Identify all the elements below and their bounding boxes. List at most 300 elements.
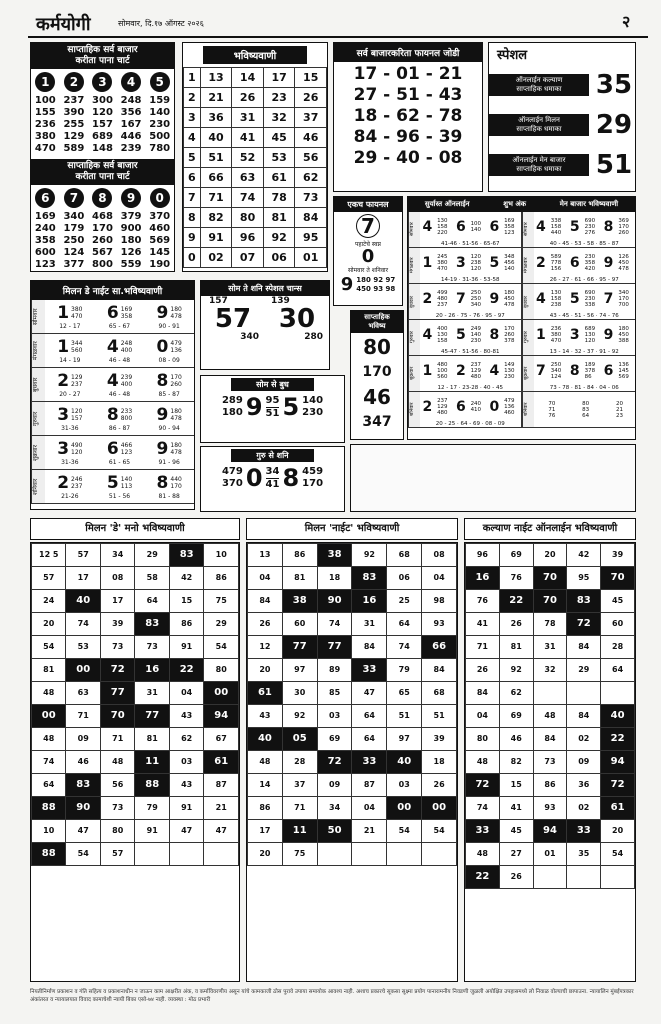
pana-digit: 2 bbox=[64, 72, 84, 92]
chart-cell bbox=[204, 843, 239, 866]
online-big: 9 bbox=[489, 290, 500, 307]
online-pana: 170 260 378 bbox=[504, 325, 515, 344]
saptahik-values bbox=[351, 333, 403, 433]
online-big: 4 bbox=[489, 362, 500, 379]
milan-jodi: 91 - 96 bbox=[158, 459, 180, 466]
pana-cell: 340 bbox=[63, 211, 85, 222]
chart-cell: 20 bbox=[601, 820, 635, 843]
bhav-digit: 9 bbox=[184, 228, 201, 248]
online-row bbox=[522, 356, 636, 392]
milan-big: 2 bbox=[57, 473, 70, 493]
chart-cell: 33 bbox=[352, 659, 387, 682]
chart-cell: 03 bbox=[169, 751, 203, 774]
milan-top bbox=[107, 371, 132, 391]
final-jodi-row: 84 - 96 - 39 bbox=[353, 127, 463, 147]
online-day: मंगळवार bbox=[408, 248, 420, 283]
milan-pana bbox=[121, 442, 132, 456]
special-title: स्पेशल bbox=[497, 48, 528, 63]
saptahik-value: 46 bbox=[363, 385, 391, 409]
milan-pana bbox=[121, 374, 132, 388]
chart-cell: 05 bbox=[282, 728, 317, 751]
chart-cell: 72 bbox=[466, 774, 500, 797]
chart-row bbox=[248, 705, 457, 728]
chart-cell: 46 bbox=[499, 728, 533, 751]
milan-pana-bot: 478 bbox=[170, 313, 182, 320]
online-day: बुधवार bbox=[408, 284, 420, 319]
final-jodi-title: सर्व बाजारकरिता फायनल जोडी bbox=[334, 43, 482, 62]
milan-cell bbox=[45, 436, 95, 469]
chart-row bbox=[248, 544, 457, 567]
online-big: 1 bbox=[422, 254, 433, 271]
chart-row bbox=[32, 659, 239, 682]
chart-cell: 39 bbox=[422, 728, 457, 751]
chart-cell: 04 bbox=[466, 705, 500, 728]
chart-row bbox=[248, 820, 457, 843]
online-pana: 245 380 470 bbox=[437, 253, 448, 272]
bhav-row bbox=[184, 68, 327, 88]
chart-cell: 16 bbox=[135, 659, 169, 682]
chart-cell: 86 bbox=[533, 774, 567, 797]
online-top bbox=[420, 356, 521, 385]
milan-big: 5 bbox=[106, 473, 119, 493]
chart-cell: 08 bbox=[100, 567, 134, 590]
online-big: 3 bbox=[569, 326, 580, 343]
online-top bbox=[420, 284, 521, 313]
chart-cell: 47 bbox=[169, 820, 203, 843]
header-rule bbox=[28, 36, 648, 38]
chart-cell: 03 bbox=[317, 705, 352, 728]
chart-cell: 61 bbox=[248, 682, 283, 705]
online-big: 7 bbox=[603, 290, 614, 307]
bhav-cell: 51 bbox=[200, 148, 232, 168]
chart-cell bbox=[567, 682, 601, 705]
chart-cell: 06 bbox=[387, 567, 422, 590]
online-top bbox=[534, 284, 636, 313]
chart-row bbox=[466, 659, 635, 682]
chart-row bbox=[32, 682, 239, 705]
bhav-row bbox=[184, 88, 327, 108]
chart-row bbox=[32, 636, 239, 659]
online-pana: 130 158 238 bbox=[550, 289, 562, 308]
online-pana: 180 450 388 bbox=[618, 325, 629, 344]
online-row bbox=[408, 320, 521, 356]
milan-row bbox=[31, 334, 194, 368]
chart-cell: 73 bbox=[100, 797, 134, 820]
misc-strip bbox=[350, 444, 636, 512]
online-pana: 236 380 470 bbox=[550, 325, 562, 344]
milan-pana-bot: 800 bbox=[120, 415, 133, 422]
special-value: 29 bbox=[595, 110, 633, 140]
online-pana: 237 129 480 bbox=[470, 361, 482, 380]
online-big: 6 bbox=[455, 218, 466, 235]
chart-cell: 42 bbox=[169, 567, 203, 590]
chart-cell: 09 bbox=[66, 728, 100, 751]
chart-row bbox=[248, 682, 457, 705]
online-big: 5 bbox=[569, 290, 580, 307]
chart-cell: 40 bbox=[248, 728, 283, 751]
chart-cell: 09 bbox=[317, 774, 352, 797]
ekach-big-1: 7 bbox=[356, 214, 380, 238]
pana-cell: 446 bbox=[120, 131, 142, 142]
milan-jodi: 20 - 27 bbox=[59, 391, 81, 398]
chart-row bbox=[248, 751, 457, 774]
chart-row bbox=[466, 866, 635, 889]
chart-cell: 71 bbox=[100, 728, 134, 751]
milan-pana-top: 180 bbox=[170, 408, 182, 415]
pana-cell: 600 bbox=[34, 247, 56, 258]
milan-jodi: 85 - 87 bbox=[158, 391, 180, 398]
sts-right-big: 30 bbox=[278, 304, 316, 334]
online-body bbox=[420, 212, 521, 247]
online-big: 3 bbox=[455, 254, 466, 271]
online-pana: 180 450 478 bbox=[504, 289, 515, 308]
pana-row bbox=[31, 143, 174, 155]
online-pana: 169 358 123 bbox=[504, 217, 515, 236]
milan-day-night-rows bbox=[31, 300, 194, 504]
online-top bbox=[420, 320, 521, 349]
milan-pana bbox=[121, 340, 132, 354]
chart-cell: 48 bbox=[466, 751, 500, 774]
final-jodi-row: 27 - 51 - 43 bbox=[353, 85, 463, 105]
special-item bbox=[489, 65, 635, 105]
online-body bbox=[420, 320, 521, 355]
chart-cell: 21 bbox=[352, 820, 387, 843]
bhav-digit: 3 bbox=[184, 108, 201, 128]
pana-row bbox=[31, 119, 174, 131]
chart-cell: 92 bbox=[499, 659, 533, 682]
chart-cell: 71 bbox=[466, 636, 500, 659]
som-se-budh-title: सोम से बुध bbox=[231, 378, 314, 391]
online-left-title: सुर्यास्त ऑनलाईन bbox=[424, 200, 470, 208]
special-label-2: साप्ताहिक धमाका bbox=[516, 165, 562, 173]
milan-big: 8 bbox=[106, 405, 119, 425]
chart-cell: 31 bbox=[533, 636, 567, 659]
bhav-cell: 71 bbox=[200, 188, 232, 208]
milan-pana-top: 140 bbox=[120, 476, 133, 483]
milan-big: 1 bbox=[57, 303, 70, 323]
chart-cell: 94 bbox=[204, 705, 239, 728]
milan-jodi: 51 - 56 bbox=[108, 493, 131, 500]
chart-cell: 98 bbox=[422, 590, 457, 613]
chart-cell: 15 bbox=[499, 774, 533, 797]
pana-cell: 124 bbox=[63, 247, 85, 258]
bhav-cell: 95 bbox=[295, 228, 327, 248]
milan-pana bbox=[170, 476, 181, 490]
special-label-2: साप्ताहिक धमाका bbox=[516, 125, 562, 133]
milan-pana bbox=[71, 408, 82, 422]
online-body bbox=[534, 356, 636, 391]
chart-cell bbox=[169, 843, 203, 866]
chart-cell: 69 bbox=[317, 728, 352, 751]
bhav-digit: 6 bbox=[184, 168, 201, 188]
online-top bbox=[534, 320, 636, 349]
online-big: 6 bbox=[455, 398, 466, 415]
online-big: 2 bbox=[422, 290, 433, 307]
bhav-cell: 26 bbox=[232, 88, 264, 108]
milan-day: गुरुवार bbox=[31, 402, 45, 435]
special-label bbox=[489, 114, 589, 136]
ekach-final-panel bbox=[333, 196, 403, 306]
chart-cell: 35 bbox=[567, 843, 601, 866]
chart-cell: 77 bbox=[317, 636, 352, 659]
online-body bbox=[534, 248, 636, 283]
chart-cell: 68 bbox=[422, 682, 457, 705]
milan-cell bbox=[95, 402, 145, 435]
chart-cell: 73 bbox=[135, 636, 169, 659]
pana-digit: 0 bbox=[150, 188, 170, 208]
guru-se-shani-title: गुरु से शनि bbox=[231, 449, 314, 462]
special-item bbox=[489, 145, 635, 185]
chart-cell bbox=[387, 843, 422, 866]
milan-row bbox=[31, 436, 194, 470]
pana-digit: 7 bbox=[64, 188, 84, 208]
chart-cell: 68 bbox=[387, 544, 422, 567]
milan-pana-top: 120 bbox=[71, 408, 83, 415]
pana-cell: 145 bbox=[149, 247, 171, 258]
chart-cell: 00 bbox=[32, 705, 66, 728]
bhav-cell: 23 bbox=[263, 88, 295, 108]
milan-cell bbox=[95, 334, 145, 367]
milan-pana-top: 233 bbox=[120, 408, 133, 415]
online-panel bbox=[407, 196, 636, 440]
chart-cell: 18 bbox=[317, 567, 352, 590]
chart-cell: 47 bbox=[352, 682, 387, 705]
milan-pana-bot: 400 bbox=[120, 381, 133, 388]
chart-cell: 73 bbox=[100, 636, 134, 659]
chart-cell: 81 bbox=[32, 659, 66, 682]
chart-row bbox=[32, 774, 239, 797]
chart-cell: 51 bbox=[422, 705, 457, 728]
chart-cell: 02 bbox=[567, 797, 601, 820]
online-pana: 690 230 276 bbox=[584, 217, 596, 236]
chart-cell: 39 bbox=[100, 613, 134, 636]
chart-cell: 37 bbox=[282, 774, 317, 797]
chart-cell: 36 bbox=[567, 774, 601, 797]
pana-cell: 689 bbox=[92, 131, 113, 142]
chart-cell: 77 bbox=[135, 705, 169, 728]
online-day: सोमवार bbox=[522, 212, 534, 247]
pana-cell: 180 bbox=[120, 235, 142, 246]
chart-cell: 72 bbox=[317, 751, 352, 774]
chart-cell: 64 bbox=[32, 774, 66, 797]
milan-big: 6 bbox=[106, 303, 119, 323]
ssb-d1: 9 bbox=[245, 393, 263, 421]
chart-cell: 30 bbox=[282, 682, 317, 705]
chart-cell: 48 bbox=[32, 728, 66, 751]
milan-day: बुधवार bbox=[31, 368, 45, 401]
chart-cell: 26 bbox=[248, 613, 283, 636]
pana-digit: 5 bbox=[150, 72, 170, 92]
chart-cell: 43 bbox=[169, 705, 203, 728]
chart-cell: 33 bbox=[567, 820, 601, 843]
chart-cell bbox=[422, 843, 457, 866]
ssb-d2: 5 bbox=[282, 393, 300, 421]
online-big: 4 bbox=[536, 218, 546, 235]
milan-pana-top: 180 bbox=[170, 442, 182, 449]
chart-cell: 60 bbox=[282, 613, 317, 636]
chart-cell: 92 bbox=[282, 705, 317, 728]
milan-top bbox=[57, 337, 82, 357]
saptahik-value: 170 bbox=[362, 364, 392, 380]
chart-row bbox=[248, 797, 457, 820]
bhav-digit: 2 bbox=[184, 88, 201, 108]
som-te-shani-title: सोम ते शनि स्पेशल चान्स bbox=[201, 281, 329, 296]
chart-cell: 62 bbox=[499, 682, 533, 705]
pana-cell: 567 bbox=[92, 247, 113, 258]
milan-top bbox=[107, 303, 132, 323]
chart-cell: 71 bbox=[66, 705, 100, 728]
chart-cell: 04 bbox=[248, 567, 283, 590]
sts-right-top: 139 bbox=[271, 296, 290, 306]
milan-pana-top: 239 bbox=[120, 374, 133, 381]
chart-cell: 00 bbox=[204, 682, 239, 705]
ekach-phone-2: 450 93 98 bbox=[356, 284, 396, 293]
chart-cell: 46 bbox=[66, 751, 100, 774]
sb-title-1: साप्ताहिक bbox=[364, 313, 390, 321]
pana-cell: 179 bbox=[63, 223, 85, 234]
milan-pana-bot: 478 bbox=[170, 449, 182, 456]
chart-row bbox=[32, 544, 239, 567]
online-row bbox=[408, 212, 521, 248]
milan-pana-bot: 123 bbox=[120, 449, 133, 456]
bhav-row bbox=[184, 248, 327, 268]
saptahik-value: 80 bbox=[363, 335, 391, 359]
ssb-r2: 230 bbox=[302, 407, 324, 418]
bhav-cell: 21 bbox=[200, 88, 232, 108]
pana-digit: 3 bbox=[92, 72, 112, 92]
milan-top bbox=[107, 439, 132, 459]
final-jodi-list bbox=[334, 62, 482, 171]
online-jodi: 73 - 78 · 81 - 84 · 04 - 06 bbox=[549, 385, 619, 391]
online-big: 2 bbox=[422, 398, 433, 415]
online-day: गुरुवार bbox=[522, 320, 534, 355]
milan-pana bbox=[71, 340, 82, 354]
chart-cell bbox=[533, 682, 567, 705]
bhav-cell: 62 bbox=[295, 168, 327, 188]
chart-cell bbox=[352, 843, 387, 866]
pana-cell: 159 bbox=[149, 95, 171, 106]
chart-cell: 79 bbox=[135, 797, 169, 820]
online-big: 0 bbox=[489, 398, 500, 415]
pana-cell: 260 bbox=[92, 235, 113, 246]
milan-pana bbox=[121, 408, 132, 422]
online-row bbox=[522, 212, 636, 248]
ssb-l2: 180 bbox=[221, 407, 243, 418]
chart-row bbox=[466, 820, 635, 843]
chart-row bbox=[32, 728, 239, 751]
milan-top bbox=[157, 439, 182, 459]
chart-cell: 70 bbox=[533, 567, 567, 590]
milan-day: मंगळवार bbox=[31, 334, 45, 367]
bhav-row bbox=[184, 188, 327, 208]
bhavishyavani-table bbox=[183, 67, 327, 268]
chart-cell bbox=[601, 866, 635, 889]
pana-cell: 157 bbox=[92, 119, 113, 130]
sb-title-2: भविष्य bbox=[368, 322, 386, 330]
online-big: 1 bbox=[536, 326, 546, 343]
chart-cell: 29 bbox=[135, 544, 169, 567]
pana-cell: 170 bbox=[92, 223, 113, 234]
pana-row bbox=[31, 107, 174, 119]
milan-pana bbox=[170, 374, 181, 388]
ekach-num: 9 bbox=[340, 274, 354, 295]
milan-pana-bot: 237 bbox=[71, 381, 83, 388]
online-pana: 230 358 420 bbox=[584, 253, 596, 272]
online-big: 5 bbox=[455, 326, 466, 343]
pana-cell: 240 bbox=[34, 223, 56, 234]
gss-f-top: 34 bbox=[265, 465, 280, 477]
chart-cell: 16 bbox=[352, 590, 387, 613]
chart-cell: 74 bbox=[317, 613, 352, 636]
chart-cell: 77 bbox=[282, 636, 317, 659]
online-body bbox=[420, 248, 521, 283]
chart-cell: 04 bbox=[352, 797, 387, 820]
pana-cell: 255 bbox=[63, 119, 85, 130]
milan-pana bbox=[170, 442, 181, 456]
gss-d1: 0 bbox=[245, 464, 263, 492]
pana-cell: 100 bbox=[34, 95, 56, 106]
online-row bbox=[522, 392, 636, 428]
milan-cell bbox=[144, 300, 194, 333]
chart-cell: 02 bbox=[567, 728, 601, 751]
bhav-cell: 81 bbox=[263, 208, 295, 228]
bhav-cell: 40 bbox=[200, 128, 232, 148]
pana-cell: 169 bbox=[34, 211, 56, 222]
chart-row bbox=[32, 843, 239, 866]
special-label-2: साप्ताहिक धमाका bbox=[516, 85, 562, 93]
chart-cell: 04 bbox=[169, 682, 203, 705]
pana-digit: 6 bbox=[35, 188, 55, 208]
online-jodi: 12 - 17 · 23-28 · 40 - 45 bbox=[437, 385, 503, 391]
milan-pana-bot: 120 bbox=[71, 449, 83, 456]
online-big: 4 bbox=[422, 326, 433, 343]
bhav-digit: 5 bbox=[184, 148, 201, 168]
chart-title-milan-day: मिलन 'डे' मनो भविष्यवाणी bbox=[30, 518, 240, 540]
bhav-cell: 32 bbox=[263, 108, 295, 128]
milan-jodi: 81 - 88 bbox=[158, 493, 180, 500]
footer-disclaimer bbox=[30, 988, 636, 1004]
chart-row bbox=[466, 774, 635, 797]
bhav-row bbox=[184, 208, 327, 228]
chart-cell: 64 bbox=[352, 728, 387, 751]
milan-cell bbox=[144, 334, 194, 367]
pana-row bbox=[31, 247, 174, 259]
chart-cell: 87 bbox=[204, 774, 239, 797]
chart-cell: 00 bbox=[66, 659, 100, 682]
online-big: 5 bbox=[569, 218, 580, 235]
pana-row bbox=[31, 131, 174, 143]
online-day: गुरुवार bbox=[408, 320, 420, 355]
gss-d2: 8 bbox=[282, 464, 300, 492]
online-big: 6 bbox=[489, 218, 500, 235]
bhav-row bbox=[184, 228, 327, 248]
chart-cell: 56 bbox=[100, 774, 134, 797]
milan-big: 9 bbox=[156, 405, 169, 425]
pana-cell: 167 bbox=[120, 119, 142, 130]
chart-cell: 24 bbox=[32, 590, 66, 613]
pana-cell: 470 bbox=[34, 143, 56, 154]
milan-top bbox=[157, 303, 182, 323]
pana-cell: 370 bbox=[149, 211, 171, 222]
chart-cell: 74 bbox=[66, 613, 100, 636]
pana-cell: 358 bbox=[34, 235, 56, 246]
milan-big: 1 bbox=[57, 337, 70, 357]
som-se-budh-panel bbox=[200, 375, 345, 443]
sts-right-bot: 280 bbox=[304, 332, 323, 342]
pana-cell: 379 bbox=[120, 211, 142, 222]
chart-cell: 84 bbox=[466, 682, 500, 705]
milan-pana-bot: 136 bbox=[170, 347, 182, 354]
